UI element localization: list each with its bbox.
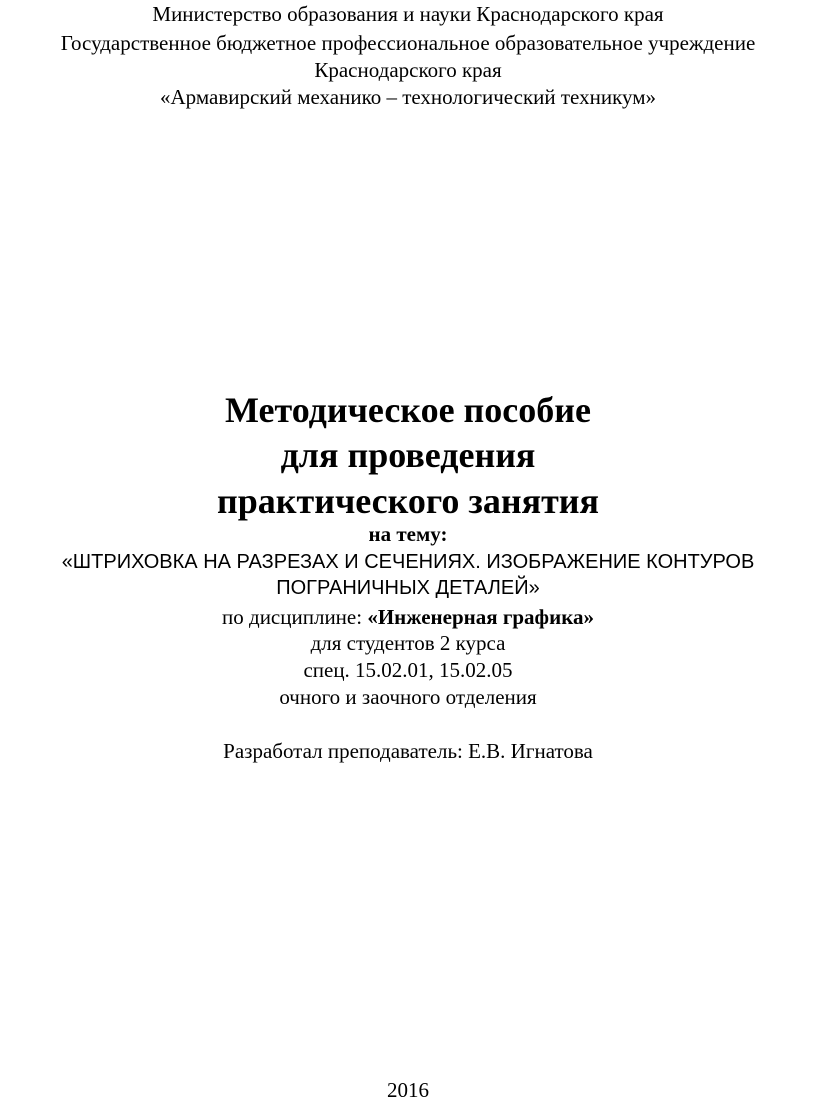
topic-line-2: ПОГРАНИЧНЫХ ДЕТАЛЕЙ» bbox=[276, 577, 540, 599]
audience-line: для студентов 2 курса bbox=[310, 631, 506, 655]
title-line-2: для проведения bbox=[280, 435, 536, 475]
title-line-1: Методическое пособие bbox=[225, 390, 591, 430]
discipline-prefix: по дисциплине: bbox=[222, 605, 368, 629]
specialties-line: спец. 15.02.01, 15.02.05 bbox=[303, 658, 513, 682]
topic-label: на тему: bbox=[368, 522, 448, 546]
institution-line-1: Государственное бюджетное профессиональное образовательное учреждение bbox=[60, 31, 756, 55]
ministry-line: Министерство образования и науки Краснодарского края bbox=[152, 2, 664, 26]
discipline-line bbox=[0, 607, 816, 628]
topic-line-1: «ШТРИХОВКА НА РАЗРЕЗАХ И СЕЧЕНИЯХ. ИЗОБРАЖЕНИЕ КОНТУРОВ bbox=[61, 551, 755, 573]
year-line: 2016 bbox=[387, 1078, 429, 1102]
title-line-3: практического занятия bbox=[217, 481, 599, 521]
institution-line-2: Краснодарского края bbox=[314, 58, 502, 82]
discipline-name: «Инженерная графика» bbox=[367, 605, 594, 629]
institution-name: «Армавирский механико – технологический техникум» bbox=[160, 85, 656, 109]
author-line: Разработал преподаватель: Е.В. Игнатова bbox=[223, 739, 593, 763]
department-line: очного и заочного отделения bbox=[279, 685, 537, 709]
